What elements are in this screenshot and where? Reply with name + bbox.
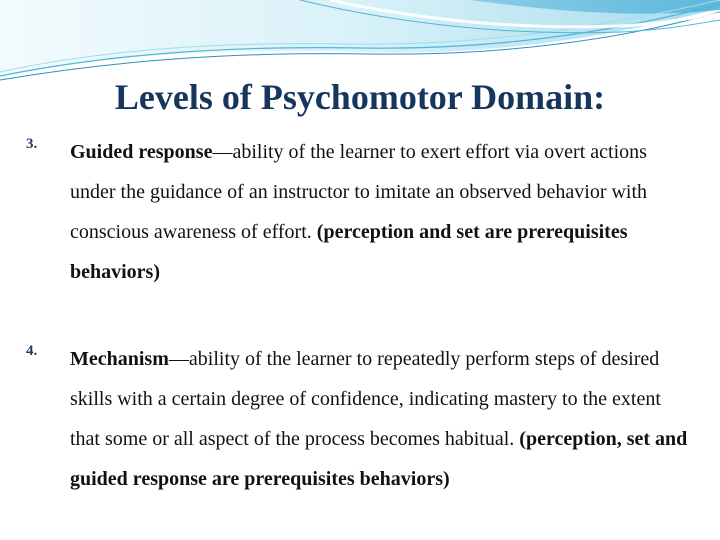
prerequisites-note-guided-response: (perception and set are prerequisites behaviors) (70, 221, 628, 283)
list-item-text (70, 132, 695, 292)
description-mechanism: —ability of the learner to repeatedly perform steps of desired skills with a certain degree of confidence, indicating mastery to the extent that some or all aspect of the process becomes habitual. (70, 348, 661, 450)
prerequisites-note-mechanism: (perception, set and guided response are prerequisites behaviors) (70, 428, 688, 490)
list-item-number: 3. (26, 136, 38, 152)
list-item-text (70, 339, 695, 499)
term-mechanism: Mechanism (70, 348, 169, 370)
slide-title: Levels of Psychomotor Domain: (114, 77, 606, 117)
term-guided-response: Guided response (70, 141, 213, 163)
description-guided-response: —ability of the learner to exert effort via overt actions under the guidance of an instructor to imitate an observed behavior with conscious awareness of effort. (70, 141, 648, 243)
list-item-number: 4. (26, 343, 38, 359)
